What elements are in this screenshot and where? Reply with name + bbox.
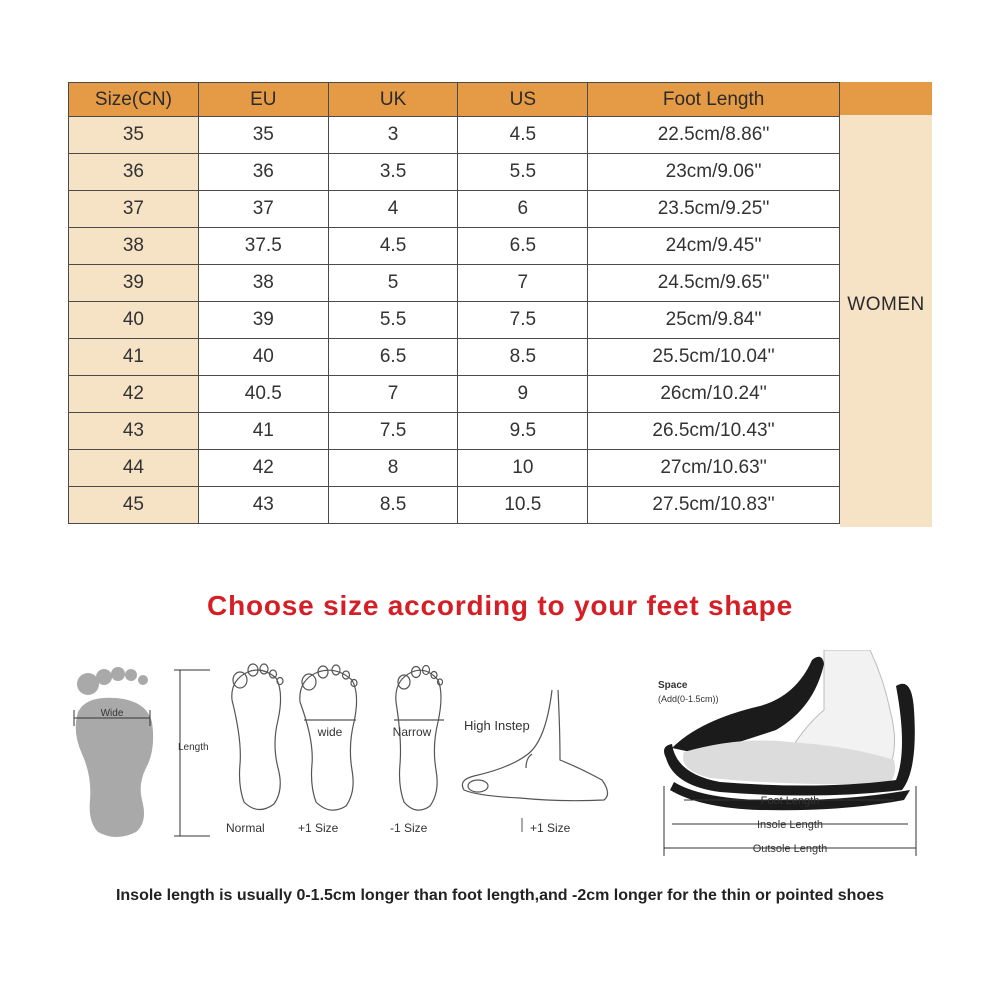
cell-us: 5.5	[458, 154, 588, 191]
cell-us: 4.5	[458, 117, 588, 154]
minus-one-size-label: -1 Size	[390, 821, 428, 835]
women-label: WOMEN	[847, 293, 925, 315]
header-uk: UK	[328, 83, 458, 117]
header-size-cn: Size(CN)	[69, 83, 199, 117]
plus-one-size-label: +1 Size	[298, 821, 339, 835]
cell-size-cn: 45	[69, 487, 199, 524]
header-eu: EU	[198, 83, 328, 117]
cell-us: 6	[458, 191, 588, 228]
cell-foot-length: 26.5cm/10.43''	[588, 413, 840, 450]
shoe-section-icon	[664, 650, 915, 810]
cell-size-cn: 43	[69, 413, 199, 450]
cell-eu: 41	[198, 413, 328, 450]
cell-eu: 42	[198, 450, 328, 487]
narrow-foot-label: Narrow	[392, 725, 432, 739]
header-us: US	[458, 83, 588, 117]
length-label: Length	[178, 742, 209, 753]
cell-uk: 7.5	[328, 413, 458, 450]
cell-size-cn: 37	[69, 191, 199, 228]
cell-us: 6.5	[458, 228, 588, 265]
cell-us: 7.5	[458, 302, 588, 339]
cell-eu: 38	[198, 265, 328, 302]
cell-us: 9	[458, 376, 588, 413]
cell-foot-length: 23cm/9.06''	[588, 154, 840, 191]
cell-foot-length: 26cm/10.24''	[588, 376, 840, 413]
cell-foot-length: 24.5cm/9.65''	[588, 265, 840, 302]
cell-us: 10	[458, 450, 588, 487]
cell-foot-length: 24cm/9.45''	[588, 228, 840, 265]
cell-eu: 37.5	[198, 228, 328, 265]
cell-eu: 39	[198, 302, 328, 339]
table-row	[69, 302, 840, 339]
cell-eu: 40	[198, 339, 328, 376]
cell-size-cn: 44	[69, 450, 199, 487]
cell-size-cn: 39	[69, 265, 199, 302]
cell-uk: 3.5	[328, 154, 458, 191]
insole-length-label: Insole Length	[756, 819, 824, 831]
table-body	[69, 117, 840, 524]
table-row	[69, 228, 840, 265]
cell-size-cn: 42	[69, 376, 199, 413]
cell-foot-length: 22.5cm/8.86''	[588, 117, 840, 154]
cell-eu: 43	[198, 487, 328, 524]
header-foot-length: Foot Length	[588, 83, 840, 117]
cell-uk: 4.5	[328, 228, 458, 265]
cell-eu: 35	[198, 117, 328, 154]
normal-foot-icon	[232, 664, 283, 810]
space-add-label: (Add(0-1.5cm))	[658, 694, 719, 704]
table-row	[69, 265, 840, 302]
high-instep-label: High Instep	[464, 718, 530, 733]
cell-foot-length: 27.5cm/10.83''	[588, 487, 840, 524]
cell-us: 7	[458, 265, 588, 302]
footnote: Insole length is usually 0-1.5cm longer than foot length,and -2cm longer for the thin or pointed shoes	[115, 887, 885, 904]
women-label-cell	[840, 82, 932, 527]
cell-us: 10.5	[458, 487, 588, 524]
cell-foot-length: 27cm/10.63''	[588, 450, 840, 487]
wide-label: Wide	[100, 708, 124, 719]
headline: Choose size according to your feet shape	[207, 590, 793, 621]
cell-eu: 40.5	[198, 376, 328, 413]
foot-shape-diagram	[60, 650, 940, 870]
cell-uk: 6.5	[328, 339, 458, 376]
table-row	[69, 339, 840, 376]
foot-length-label: Foot Length	[760, 795, 820, 807]
table-header-row	[69, 83, 840, 117]
cell-foot-length: 25cm/9.84''	[588, 302, 840, 339]
table-row	[69, 450, 840, 487]
wide-foot-label: wide	[317, 725, 343, 739]
cell-foot-length: 23.5cm/9.25''	[588, 191, 840, 228]
cell-uk: 5.5	[328, 302, 458, 339]
high-instep-size-label: +1 Size	[530, 821, 571, 835]
normal-label: Normal	[226, 821, 265, 835]
cell-us: 9.5	[458, 413, 588, 450]
cell-uk: 3	[328, 117, 458, 154]
cell-size-cn: 38	[69, 228, 199, 265]
footprint-icon	[74, 667, 153, 837]
table-row	[69, 117, 840, 154]
cell-eu: 37	[198, 191, 328, 228]
space-label: Space	[658, 680, 688, 691]
table-row	[69, 413, 840, 450]
cell-uk: 7	[328, 376, 458, 413]
cell-us: 8.5	[458, 339, 588, 376]
table-row	[69, 191, 840, 228]
cell-uk: 8	[328, 450, 458, 487]
cell-foot-length: 25.5cm/10.04''	[588, 339, 840, 376]
cell-size-cn: 40	[69, 302, 199, 339]
cell-uk: 5	[328, 265, 458, 302]
cell-size-cn: 36	[69, 154, 199, 191]
cell-uk: 4	[328, 191, 458, 228]
cell-eu: 36	[198, 154, 328, 191]
table-row	[69, 487, 840, 524]
cell-size-cn: 35	[69, 117, 199, 154]
outsole-length-label: Outsole Length	[752, 843, 828, 855]
cell-uk: 8.5	[328, 487, 458, 524]
cell-size-cn: 41	[69, 339, 199, 376]
table-row	[69, 154, 840, 191]
size-table	[68, 82, 840, 524]
high-instep-foot-icon	[462, 690, 607, 801]
size-chart	[68, 82, 932, 527]
table-row	[69, 376, 840, 413]
